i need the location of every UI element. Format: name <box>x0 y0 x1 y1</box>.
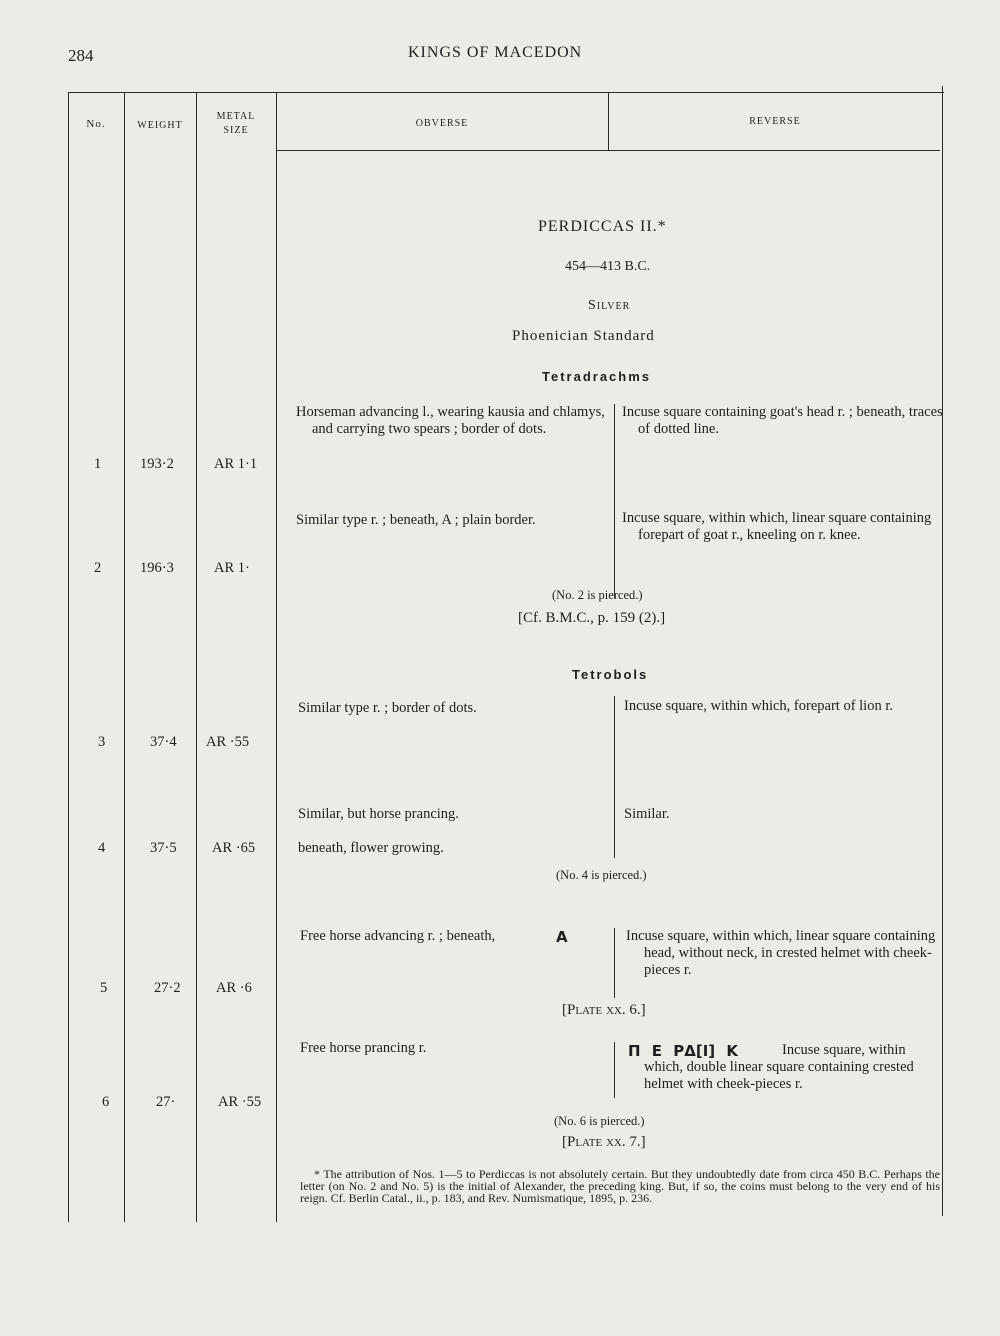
row-3-weight: 37·4 <box>150 734 177 750</box>
note-no2-pierced: (No. 2 is pierced.) <box>552 588 643 602</box>
page-number: 284 <box>68 46 94 65</box>
footnote: * The attribution of Nos. 1—5 to Perdiccas is not absolutely certain. But they undoubtedly date from circa 450 B.C. Perhaps the letter (on No. 2 and No. 5) is the initial of Alexander, the preceding king. But, if so, the coins must belong to the very end of his reign. Cf. Berlin Catal., ii., p. 183, and Rev. Numismatique, 1895, p. 236. <box>300 1167 940 1205</box>
row-6-no: 6 <box>102 1094 110 1110</box>
col-header-no: No. <box>86 118 106 130</box>
table-left-rule <box>68 92 69 1222</box>
row-6-obverse: Free horse prancing r. <box>300 1040 427 1056</box>
header-bottom-rule <box>276 150 940 151</box>
row-1-metal: AR 1·1 <box>214 456 258 472</box>
running-head: KINGS OF MACEDON <box>408 44 583 61</box>
row-3-reverse: Incuse square, within which, forepart of lion r. <box>624 698 893 714</box>
row-5-obverse-letter: A <box>556 928 568 946</box>
row-6-weight: 27· <box>156 1094 176 1110</box>
row-4-no: 4 <box>98 840 106 856</box>
row-5-no: 5 <box>100 980 108 996</box>
row-1-no: 1 <box>94 456 102 472</box>
table-top-rule <box>68 92 944 93</box>
row-1-reverse: Incuse square containing goat's head r. ; beneath, traces of dotted line. <box>622 404 943 437</box>
row-4-obverse: Similar, but horse prancing. <box>298 806 459 822</box>
row-4-reverse: Similar. <box>624 806 670 822</box>
row-2-metal: AR 1· <box>214 560 250 576</box>
row-2-obverse: Similar type r. ; beneath, A ; plain border. <box>296 512 536 528</box>
section-dates: 454—413 B.C. <box>565 259 651 274</box>
table-right-rule <box>942 86 943 1216</box>
row-2-weight: 196·3 <box>140 560 174 576</box>
column-rule-1 <box>124 92 125 1222</box>
row-6-reverse-legend: Π E PΔ[I] K <box>628 1042 738 1060</box>
obverse-reverse-rule <box>614 696 615 858</box>
column-rule-3 <box>276 92 277 1222</box>
section-title: PERDICCAS II.* <box>538 218 667 235</box>
row-6-reverse: Incuse square, within which, double linear square containing crested helmet with cheek-pieces r. <box>644 1042 914 1092</box>
row-5-weight: 27·2 <box>154 980 181 996</box>
row-5-reverse: Incuse square, within which, linear square containing head, without neck, in crested helmet with cheek-pieces r. <box>626 928 936 978</box>
row-3-obverse: Similar type r. ; border of dots. <box>298 700 477 716</box>
row-4-obverse-cont: beneath, flower growing. <box>298 840 444 856</box>
obverse-reverse-rule <box>614 1042 615 1098</box>
note-cf-bmc: [Cf. B.M.C., p. 159 (2).] <box>518 610 666 626</box>
col-header-metal: METAL <box>216 111 256 122</box>
row-5-metal: AR ·6 <box>216 980 252 996</box>
obverse-reverse-rule <box>614 928 615 998</box>
col-header-size: SIZE <box>223 125 249 136</box>
denomination-tetradrachms: Tetradrachms <box>542 369 652 384</box>
denomination-tetrobols: Tetrobols <box>572 667 649 682</box>
row-4-weight: 37·5 <box>150 840 177 856</box>
col-header-obverse: OBVERSE <box>415 118 469 129</box>
row-6-metal: AR ·55 <box>218 1094 262 1110</box>
column-rule-2 <box>196 92 197 1222</box>
row-2-reverse: Incuse square, within which, linear square containing forepart of goat r., kneeling on r. knee. <box>622 510 932 543</box>
row-5-obverse: Free horse advancing r. ; beneath, <box>300 928 496 944</box>
col-header-weight: WEIGHT <box>137 120 183 131</box>
row-3-no: 3 <box>98 734 106 750</box>
note-plate-6: [Plate xx. 6.] <box>562 1002 646 1018</box>
row-2-no: 2 <box>94 560 102 576</box>
row-1-obverse: Horseman advancing l., wearing kausia and chlamys, and carrying two spears ; border of dots. <box>296 404 605 437</box>
row-1-weight: 193·2 <box>140 456 174 472</box>
section-standard: Phoenician Standard <box>512 328 655 344</box>
note-no4-pierced: (No. 4 is pierced.) <box>556 868 647 882</box>
note-plate-7: [Plate xx. 7.] <box>562 1134 646 1150</box>
row-4-metal: AR ·65 <box>212 840 256 856</box>
col-header-reverse: REVERSE <box>749 116 801 127</box>
section-metal: Silver <box>588 298 631 313</box>
row-3-metal: AR ·55 <box>206 734 250 750</box>
note-no6-pierced: (No. 6 is pierced.) <box>554 1114 645 1128</box>
